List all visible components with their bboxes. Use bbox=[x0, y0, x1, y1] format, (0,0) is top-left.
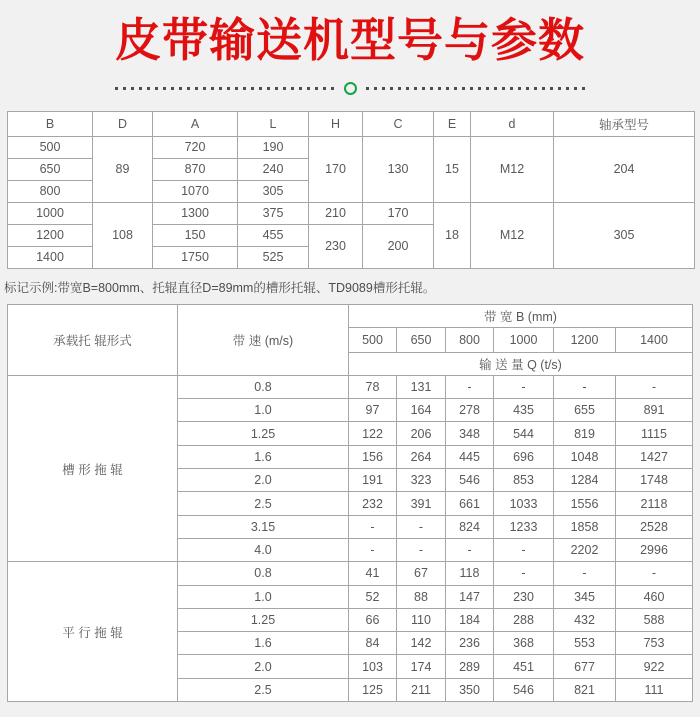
capacity-cell: 1748 bbox=[616, 469, 693, 492]
capacity-cell: 350 bbox=[446, 678, 494, 701]
belt-speed-cell: 3.15 bbox=[178, 515, 349, 538]
capacity-cell: 278 bbox=[446, 399, 494, 422]
belt-width-header: 带 宽 B (mm) bbox=[349, 304, 693, 327]
capacity-cell: - bbox=[446, 538, 494, 561]
column-header-cell: D bbox=[93, 111, 153, 136]
dimension-cell: 130 bbox=[363, 136, 434, 202]
capacity-cell: 922 bbox=[616, 655, 693, 678]
capacity-cell: 211 bbox=[397, 678, 446, 701]
column-header-cell: L bbox=[238, 111, 309, 136]
dimension-cell: 150 bbox=[153, 224, 238, 246]
green-ring-icon bbox=[344, 82, 357, 95]
dimension-cell: 375 bbox=[238, 202, 309, 224]
capacity-cell: 236 bbox=[446, 632, 494, 655]
column-header-cell: A bbox=[153, 111, 238, 136]
capacity-cell: 1233 bbox=[494, 515, 554, 538]
capacity-cell: - bbox=[494, 538, 554, 561]
capacity-cell: 1284 bbox=[554, 469, 616, 492]
belt-speed-header: 带 速 (m/s) bbox=[178, 304, 349, 375]
capacity-cell: 288 bbox=[494, 608, 554, 631]
capacity-cell: 41 bbox=[349, 562, 397, 585]
belt-speed-cell: 2.0 bbox=[178, 655, 349, 678]
capacity-cell: 435 bbox=[494, 399, 554, 422]
belt-speed-cell: 1.25 bbox=[178, 422, 349, 445]
dimension-cell: 720 bbox=[153, 136, 238, 158]
table-row bbox=[8, 375, 693, 398]
capacity-cell: 78 bbox=[349, 375, 397, 398]
dimension-cell: 870 bbox=[153, 158, 238, 180]
belt-speed-cell: 2.0 bbox=[178, 469, 349, 492]
capacity-cell: - bbox=[397, 515, 446, 538]
capacity-cell: - bbox=[616, 562, 693, 585]
capacity-cell: 156 bbox=[349, 445, 397, 468]
dimension-cell: 800 bbox=[8, 180, 93, 202]
capacity-cell: 232 bbox=[349, 492, 397, 515]
table-row bbox=[8, 136, 695, 158]
capacity-cell: 546 bbox=[494, 678, 554, 701]
capacity-cell: 451 bbox=[494, 655, 554, 678]
capacity-cell: 184 bbox=[446, 608, 494, 631]
dimension-cell: 525 bbox=[238, 246, 309, 268]
column-header-cell: C bbox=[363, 111, 434, 136]
idler-type-header: 承载托 辊形式 bbox=[8, 304, 178, 375]
capacity-cell: - bbox=[616, 375, 693, 398]
dimension-cell: 210 bbox=[309, 202, 363, 224]
belt-width-value-cell: 1400 bbox=[616, 327, 693, 352]
table-header-row bbox=[8, 111, 695, 136]
dashed-line-right bbox=[366, 87, 586, 90]
capacity-cell: 1427 bbox=[616, 445, 693, 468]
page-title: 皮带输送机型号与参数 bbox=[115, 14, 585, 66]
capacity-cell: 546 bbox=[446, 469, 494, 492]
capacity-cell: - bbox=[397, 538, 446, 561]
capacity-cell: 2118 bbox=[616, 492, 693, 515]
dimension-cell: 89 bbox=[93, 136, 153, 202]
dimension-cell: 190 bbox=[238, 136, 309, 158]
capacity-cell: - bbox=[554, 375, 616, 398]
capacity-cell: 1115 bbox=[616, 422, 693, 445]
capacity-cell: 131 bbox=[397, 375, 446, 398]
dimension-cell: 1200 bbox=[8, 224, 93, 246]
dimension-cell: 305 bbox=[238, 180, 309, 202]
capacity-cell: 264 bbox=[397, 445, 446, 468]
capacity-cell: 174 bbox=[397, 655, 446, 678]
capacity-cell: 164 bbox=[397, 399, 446, 422]
belt-speed-cell: 1.0 bbox=[178, 399, 349, 422]
belt-speed-cell: 2.5 bbox=[178, 678, 349, 701]
dimension-cell: 650 bbox=[8, 158, 93, 180]
dimension-cell: 108 bbox=[93, 202, 153, 268]
capacity-cell: 1858 bbox=[554, 515, 616, 538]
belt-width-value-cell: 800 bbox=[446, 327, 494, 352]
capacity-cell: 2528 bbox=[616, 515, 693, 538]
belt-width-value-cell: 1200 bbox=[554, 327, 616, 352]
capacity-cell: - bbox=[494, 562, 554, 585]
capacity-cell: 2996 bbox=[616, 538, 693, 561]
belt-speed-cell: 1.25 bbox=[178, 608, 349, 631]
capacity-cell: 821 bbox=[554, 678, 616, 701]
belt-speed-cell: 1.0 bbox=[178, 585, 349, 608]
capacity-cell: 432 bbox=[554, 608, 616, 631]
capacity-cell: 147 bbox=[446, 585, 494, 608]
capacity-cell: 122 bbox=[349, 422, 397, 445]
dimension-cell: 170 bbox=[363, 202, 434, 224]
belt-width-value-cell: 650 bbox=[397, 327, 446, 352]
idler-type-cell: 平 行 拖 辊 bbox=[8, 562, 178, 702]
marking-example-note: 标记示例:带宽B=800mm、托辊直径D=89mm的槽形托辊、TD9089槽形托辊。 bbox=[4, 280, 436, 295]
belt-speed-cell: 2.5 bbox=[178, 492, 349, 515]
table-row bbox=[8, 562, 693, 585]
capacity-cell: 1033 bbox=[494, 492, 554, 515]
capacity-cell: - bbox=[554, 562, 616, 585]
capacity-cell: 84 bbox=[349, 632, 397, 655]
capacity-cell: 445 bbox=[446, 445, 494, 468]
capacity-cell: 677 bbox=[554, 655, 616, 678]
dimension-cell: M12 bbox=[471, 136, 554, 202]
dimension-cell: 1400 bbox=[8, 246, 93, 268]
belt-width-value-cell: 500 bbox=[349, 327, 397, 352]
capacity-cell: 289 bbox=[446, 655, 494, 678]
belt-speed-cell: 1.6 bbox=[178, 632, 349, 655]
dimension-cell: 204 bbox=[554, 136, 695, 202]
capacity-cell: 655 bbox=[554, 399, 616, 422]
capacity-cell: 103 bbox=[349, 655, 397, 678]
capacity-cell: 97 bbox=[349, 399, 397, 422]
dimension-cell: 240 bbox=[238, 158, 309, 180]
capacity-cell: 588 bbox=[616, 608, 693, 631]
capacity-cell: 230 bbox=[494, 585, 554, 608]
capacity-cell: 191 bbox=[349, 469, 397, 492]
dimension-cell: 15 bbox=[434, 136, 471, 202]
dimension-cell: 230 bbox=[309, 224, 363, 268]
capacity-cell: 111 bbox=[616, 678, 693, 701]
capacity-cell: 348 bbox=[446, 422, 494, 445]
belt-speed-cell: 1.6 bbox=[178, 445, 349, 468]
capacity-cell: 1048 bbox=[554, 445, 616, 468]
idler-type-cell: 槽 形 拖 辊 bbox=[8, 375, 178, 561]
dimension-cell: 1300 bbox=[153, 202, 238, 224]
dimension-cell: 18 bbox=[434, 202, 471, 268]
column-header-cell: B bbox=[8, 111, 93, 136]
capacity-cell: 52 bbox=[349, 585, 397, 608]
capacity-cell: 88 bbox=[397, 585, 446, 608]
capacity-cell: 110 bbox=[397, 608, 446, 631]
capacity-cell: 118 bbox=[446, 562, 494, 585]
capacity-cell: 67 bbox=[397, 562, 446, 585]
dimension-cell: 500 bbox=[8, 136, 93, 158]
capacity-cell: 853 bbox=[494, 469, 554, 492]
capacity-cell: 891 bbox=[616, 399, 693, 422]
capacity-cell: 391 bbox=[397, 492, 446, 515]
capacity-cell: 142 bbox=[397, 632, 446, 655]
dimension-cell: 1750 bbox=[153, 246, 238, 268]
capacity-cell: 696 bbox=[494, 445, 554, 468]
belt-speed-cell: 0.8 bbox=[178, 375, 349, 398]
table-header-row bbox=[8, 304, 693, 327]
capacity-cell: - bbox=[494, 375, 554, 398]
dimension-cell: 200 bbox=[363, 224, 434, 268]
conveying-capacity-table bbox=[7, 304, 693, 702]
capacity-cell: 66 bbox=[349, 608, 397, 631]
capacity-cell: 544 bbox=[494, 422, 554, 445]
capacity-cell: 345 bbox=[554, 585, 616, 608]
capacity-cell: 1556 bbox=[554, 492, 616, 515]
capacity-cell: 125 bbox=[349, 678, 397, 701]
capacity-cell: 824 bbox=[446, 515, 494, 538]
capacity-cell: 2202 bbox=[554, 538, 616, 561]
title-separator bbox=[0, 82, 700, 95]
column-header-cell: H bbox=[309, 111, 363, 136]
capacity-cell: 460 bbox=[616, 585, 693, 608]
dimension-cell: 305 bbox=[554, 202, 695, 268]
idler-dimensions-table bbox=[7, 111, 695, 269]
column-header-cell: d bbox=[471, 111, 554, 136]
capacity-cell: - bbox=[349, 515, 397, 538]
capacity-header: 输 送 量 Q (t/s) bbox=[349, 352, 693, 375]
table-row bbox=[8, 202, 695, 224]
belt-speed-cell: 0.8 bbox=[178, 562, 349, 585]
capacity-cell: 753 bbox=[616, 632, 693, 655]
capacity-cell: - bbox=[446, 375, 494, 398]
column-header-cell: 轴承型号 bbox=[554, 111, 695, 136]
belt-width-value-cell: 1000 bbox=[494, 327, 554, 352]
capacity-cell: 368 bbox=[494, 632, 554, 655]
capacity-cell: 206 bbox=[397, 422, 446, 445]
capacity-cell: 819 bbox=[554, 422, 616, 445]
dashed-line-left bbox=[115, 87, 335, 90]
capacity-cell: 661 bbox=[446, 492, 494, 515]
capacity-cell: 323 bbox=[397, 469, 446, 492]
dimension-cell: 1000 bbox=[8, 202, 93, 224]
capacity-cell: - bbox=[349, 538, 397, 561]
belt-speed-cell: 4.0 bbox=[178, 538, 349, 561]
dimension-cell: 1070 bbox=[153, 180, 238, 202]
dimension-cell: 455 bbox=[238, 224, 309, 246]
dimension-cell: M12 bbox=[471, 202, 554, 268]
dimension-cell: 170 bbox=[309, 136, 363, 202]
column-header-cell: E bbox=[434, 111, 471, 136]
capacity-cell: 553 bbox=[554, 632, 616, 655]
